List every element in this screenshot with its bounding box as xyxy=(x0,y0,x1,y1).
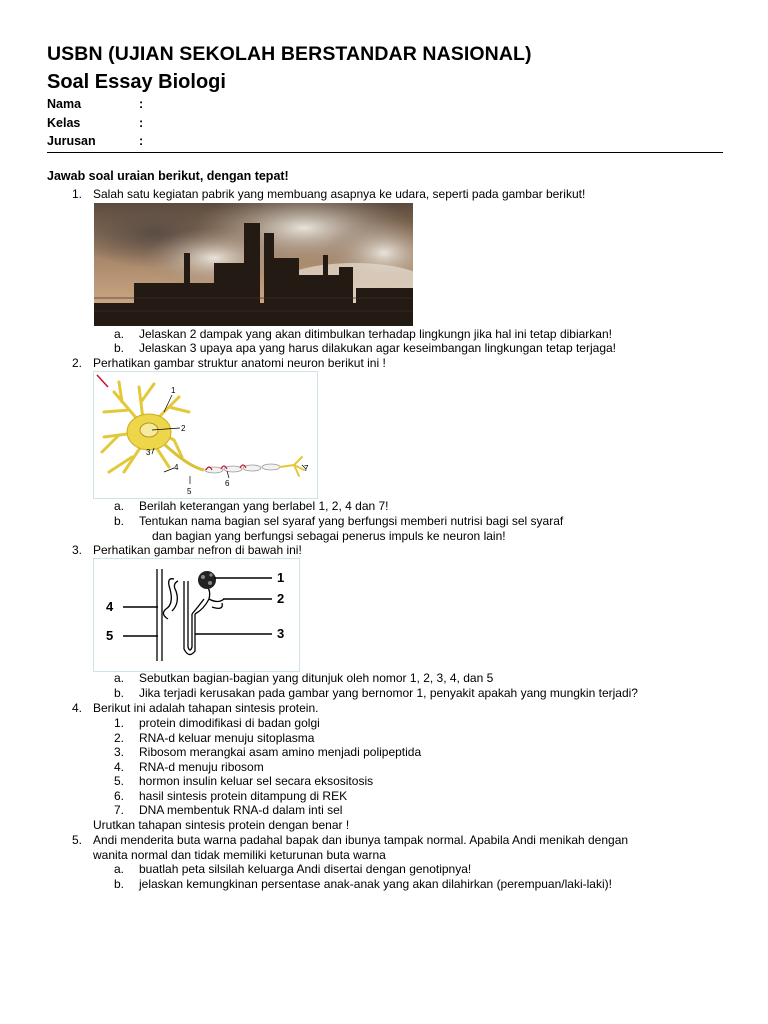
field-colon-kelas: : xyxy=(139,116,144,130)
nephron-figure xyxy=(93,558,300,672)
field-label-jurusan: Jurusan xyxy=(47,134,96,148)
question-5a-label: a. xyxy=(114,862,125,876)
nephron-label-5: 5 xyxy=(106,628,114,643)
field-colon-jurusan: : xyxy=(139,134,144,148)
question-2b-text-cont: dan bagian yang berfungsi sebagai penerus impuls ke neuron lain! xyxy=(152,529,506,543)
question-3a-label: a. xyxy=(114,671,125,685)
step-5-label: 5. xyxy=(114,774,125,788)
question-3-number: 3. xyxy=(71,543,82,557)
question-1b-label: b. xyxy=(114,341,125,355)
question-2-number: 2. xyxy=(71,356,82,370)
neuron-label-7: 7 xyxy=(304,464,309,473)
neuron-label-4: 4 xyxy=(174,463,179,472)
question-5-text-cont: wanita normal dan tidak memiliki keturunan buta warna xyxy=(93,848,386,862)
question-5a-text: buatlah peta silsilah keluarga Andi disertai dengan genotipnya! xyxy=(139,862,472,876)
question-1a-text: Jelaskan 2 dampak yang akan ditimbulkan terhadap lingkungn jika hal ini tetap dibiarkan! xyxy=(139,327,612,341)
question-4-closing: Urutkan tahapan sintesis protein dengan benar ! xyxy=(93,818,350,832)
question-1-text: Salah satu kegiatan pabrik yang membuang asapnya ke udara, seperti pada gambar berikut! xyxy=(93,187,586,201)
factory-smoke-image xyxy=(94,203,413,326)
question-5b-text: jelaskan kemungkinan persentase anak-anak yang akan dilahirkan (perempuan/laki-laki)! xyxy=(139,877,612,891)
nephron-label-2: 2 xyxy=(277,591,285,606)
field-label-nama: Nama xyxy=(47,97,82,111)
step-2-label: 2. xyxy=(114,731,125,745)
neuron-label-1: 1 xyxy=(171,386,176,395)
question-1-number: 1. xyxy=(71,187,82,201)
question-2-text: Perhatikan gambar struktur anatomi neuron berikut ini ! xyxy=(93,356,386,370)
step-3-text: Ribosom merangkai asam amino menjadi polipeptida xyxy=(139,745,422,759)
question-3b-label: b. xyxy=(114,686,125,700)
question-4-text: Berikut ini adalah tahapan sintesis protein. xyxy=(93,701,319,715)
field-label-kelas: Kelas xyxy=(47,116,81,130)
question-2a-label: a. xyxy=(114,499,125,513)
neuron-figure xyxy=(93,371,318,499)
step-7-text: DNA membentuk RNA-d dalam inti sel xyxy=(139,803,343,817)
question-4-number: 4. xyxy=(71,701,82,715)
exam-title: USBN (UJIAN SEKOLAH BERSTANDAR NASIONAL) xyxy=(47,43,532,65)
nephron-label-1: 1 xyxy=(277,570,285,585)
neuron-label-6: 6 xyxy=(225,479,230,488)
question-3a-text: Sebutkan bagian-bagian yang ditunjuk oleh nomor 1, 2, 3, 4, dan 5 xyxy=(139,671,494,685)
question-2b-label: b. xyxy=(114,514,125,528)
nephron-label-3: 3 xyxy=(277,626,285,641)
step-1-text: protein dimodifikasi di badan golgi xyxy=(139,716,320,730)
step-4-text: RNA-d menuju ribosom xyxy=(139,760,264,774)
question-5-text: Andi menderita buta warna padahal bapak dan ibunya tampak normal. Apabila Andi menikah dengan xyxy=(93,833,629,847)
neuron-label-3: 3 xyxy=(146,448,151,457)
question-5-number: 5. xyxy=(71,833,82,847)
field-colon-nama: : xyxy=(139,97,144,111)
step-6-text: hasil sintesis protein ditampung di REK xyxy=(139,789,348,803)
step-6-label: 6. xyxy=(114,789,125,803)
step-3-label: 3. xyxy=(114,745,125,759)
question-3b-text: Jika terjadi kerusakan pada gambar yang bernomor 1, penyakit apakah yang mungkin terjadi? xyxy=(139,686,638,700)
header-divider xyxy=(47,152,723,153)
instruction: Jawab soal uraian berikut, dengan tepat! xyxy=(47,169,289,183)
question-5b-label: b. xyxy=(114,877,125,891)
question-1b-text: Jelaskan 3 upaya apa yang harus dilakukan agar keseimbangan lingkungan tetap terjaga! xyxy=(139,341,616,355)
question-2b-text: Tentukan nama bagian sel syaraf yang berfungsi memberi nutrisi bagi sel syaraf xyxy=(139,514,564,528)
question-2a-text: Berilah keterangan yang berlabel 1, 2, 4 dan 7! xyxy=(139,499,389,513)
neuron-label-2: 2 xyxy=(181,424,186,433)
step-1-label: 1. xyxy=(114,716,125,730)
step-4-label: 4. xyxy=(114,760,125,774)
nephron-label-4: 4 xyxy=(106,599,114,614)
step-2-text: RNA-d keluar menuju sitoplasma xyxy=(139,731,315,745)
step-7-label: 7. xyxy=(114,803,125,817)
neuron-label-5: 5 xyxy=(187,487,192,496)
question-3-text: Perhatikan gambar nefron di bawah ini! xyxy=(93,543,302,557)
step-5-text: hormon insulin keluar sel secara eksositosis xyxy=(139,774,374,788)
exam-subtitle: Soal Essay Biologi xyxy=(47,71,226,93)
question-1a-label: a. xyxy=(114,327,125,341)
